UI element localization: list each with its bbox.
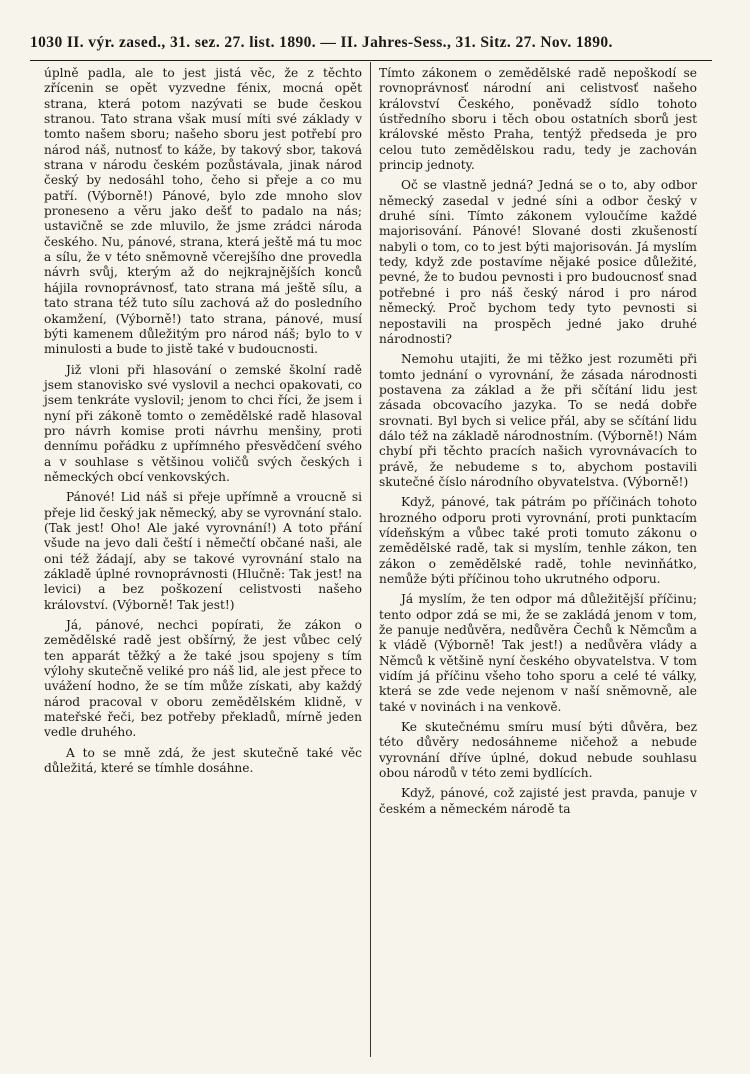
paragraph: Oč se vlastně jedná? Jedná se o to, aby odbor německý zasedal v jedné síni a odbor český v druhé síni. Tímto zákonem vyloučíme každé majorisování. Pánové! Slované dosti zkušeností nabyli o tom, co to jest býti majorisován. Já myslím tedy, když zde postavíme nějaké posice důležité, pevné, že to budou pevnosti i pro budoucnosť snad potřebné i pro náš český národ i pro národ německý. Proč bychom tedy tyto pevnosti si nepostavili na prospěch jedné jako druhé národnosti? xyxy=(379,178,697,346)
paragraph: Já, pánové, nechci popírati, že zákon o zemědělské radě jest obšírný, že jest vůbec celý ten apparát těžký a že také jsou spojeny s tím výlohy skutečně veliké pro náš lid, ale jest přece to uvážení hodno, že se tím může získati, aby každý národ pracoval v oboru zemědělském klidně, v mateřské řeči, bez potřeby překladů, mírně jeden vedle druhého. xyxy=(44,618,362,740)
column-divider xyxy=(370,62,371,1057)
left-column xyxy=(44,66,362,781)
paragraph: Již vloni při hlasování o zemské školní radě jsem stanovisko své vyslovil a nechci opakovati, co jsem tenkráte vyslovil; jenom to chci říci, že jsem i nyní při zákoně tomto o zemědělské radě hlasoval pro návrh komise proti návrhu menšiny, proti dennímu pořádku z upřímného přesvědčení svého a v souhlase s většinou voličů svých českých i německých obcí venkovských. xyxy=(44,362,362,484)
running-header: 1030 II. výr. zased., 31. sez. 27. list. 1890. — II. Jahres-Sess., 31. Sitz. 27. Nov. 1890. xyxy=(30,34,613,51)
right-column xyxy=(379,66,697,822)
paragraph: Ke skutečnému smíru musí býti důvěra, bez této důvěry nedosáhneme ničehož a nebude vyrovnání dříve úplné, dokud nebude souhlasu obou národů v této zemi bydlících. xyxy=(379,720,697,781)
paragraph: Když, pánové, což zajisté jest pravda, panuje v českém a německém národě ta xyxy=(379,786,697,816)
paragraph: Pánové! Lid náš si přeje upřímně a vroucně si přeje lid český jak německý, aby se vyrovnání stalo. (Tak jest! Oho! Ale jaké vyrovnání!) A toto přání všude na jevo dali čeští i němečtí občané naši, ale oni též žádají, aby se takové vyrovnání stalo na základě úplné rovnoprávnosti (Hlučně: Tak jest! na levici) a bez poškození celistvosti našeho království. (Výborně! Tak jest!) xyxy=(44,490,363,612)
paragraph: úplně padla, ale to jest jistá věc, že z těchto zřícenin se opět vyzvedne fénix, mocná opět strana, která potom nazývati se bude českou stranou. Tato strana však musí míti své základy v tomto našem sboru; našeho sboru jest potřebí pro národ náš, nutnosť to káže, by takový sbor, taková strana v národu českém pozůstávala, jinak národ český by nedosáhl toho, čeho si přeje a co mu patří. (Výborně!) Pánové, bylo zde mnoho slov proneseno a věru jako dešť to padalo na nás; ustavičně se zde mluvilo, že jsme zrádci národa českého. Nu, pánové, strana, která ještě má tu moc a sílu, že v této sněmovně včerejšího dne provedla návrh svůj, kterým až do nejkrajnějších konců hájila rovnoprávnosť, tato strana má ještě sílu, a tato strana též tuto sílu zachová až do posledního okamžení, (Výborně!) tato strana, pánové, musí býti kamenem důležitým pro národ náš; bylo to v minulosti a bude to jistě také v budoucnosti. xyxy=(44,66,362,357)
paragraph: Nemohu utajiti, že mi těžko jest rozuměti při tomto jednání o vyrovnání, že zásada národnosti postavena za základ a že při sčítání lidu jest zásada obcovacího jazyka. To se nedá dobře srovnati. Byl bych si velice přál, aby se sčítání lidu dálo též na základě národnostním. (Výborně!) Nám chybí při těchto pracích našich vyrovnávacích to právě, že nebudeme s to, abychom postavili skutečné číslo národního obyvatelstva. (Výborně!) xyxy=(379,352,697,489)
paragraph: A to se mně zdá, že jest skutečně také věc důležitá, které se tímhle dosáhne. xyxy=(44,745,362,776)
paragraph: Když, pánové, tak pátrám po příčinách tohoto hrozného odporu proti vyrovnání, proti punktacím vídeňským a vůbec také proti tomuto zákonu o zemědělské radě, tak si myslím, tenhle zákon, ten zákon o zemědělské radě, tohle nevinňátko, nemůže býti příčinou toho ukrutného odporu. xyxy=(379,495,697,586)
paragraph: Tímto zákonem o zemědělské radě nepoškodí se rovnoprávnosť národní ani celistvosť našeho království Českého, poněvadž sídlo tohoto ústředního sboru i těch obou ostatních sborů jest královské město Praha, tentýž předseda je pro celou tuto zemědělskou radu, tedy je zachován princip jednoty. xyxy=(379,66,697,173)
paragraph: Já myslím, že ten odpor má důležitější příčinu; tento odpor zdá se mi, že se zakládá jenom v tom, že panuje nedůvěra, nedůvěra Čechů k Němcům a k vládě (Výborně! Tak jest!) a nedůvěra vlády a Němců k většině nyní českého obyvatelstva. V tom vidím já příčinu všeho toho sporu a celé té války, která se zde vede nejenom v naší sněmovně, ale také v novinách i na venkově. xyxy=(379,592,697,714)
header-rule xyxy=(30,60,712,61)
